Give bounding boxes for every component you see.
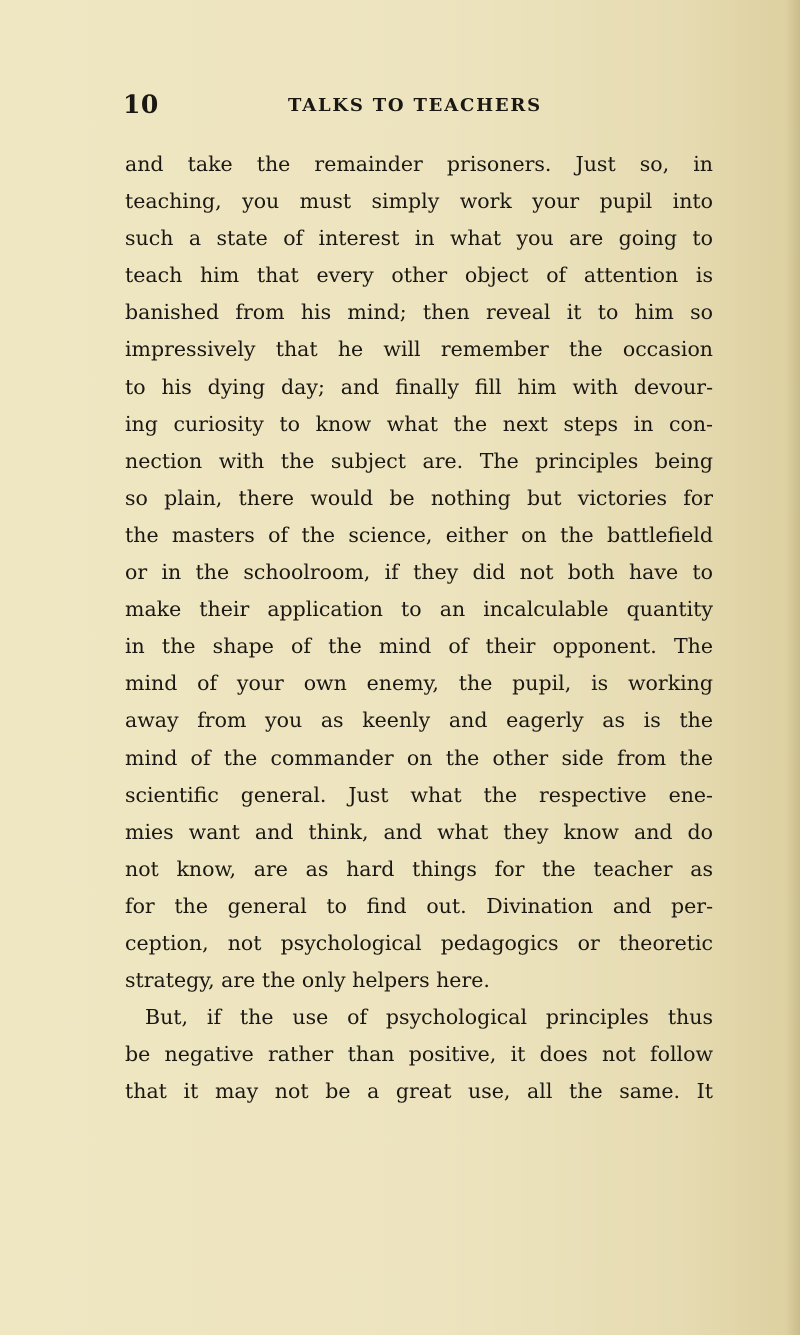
text-line: for the general to find out. Divination and per- [125,893,713,918]
page-edge-shadow [786,0,800,1335]
text-line: or in the schoolroom, if they did not both have to [125,560,713,585]
text-line: in the shape of the mind of their opponent. The [125,634,713,659]
text-line: banished from his mind; then reveal it to him so [125,300,713,325]
page-number: 10 [123,90,159,119]
text-line: to his dying day; and finally fill him with devour- [125,374,713,399]
text-line: that it may not be a great use, all the same. It [125,1079,713,1104]
text-line: mies want and think, and what they know and do [125,819,713,844]
text-line: nection with the subject are. The principles being [125,448,713,473]
text-line: not know, are as hard things for the teacher as [125,856,713,881]
text-line: make their application to an incalculable quantity [125,597,713,622]
text-line: so plain, there would be nothing but victories for [125,485,713,510]
text-line: and take the remainder prisoners. Just so, in [125,152,713,176]
text-line: away from you as keenly and eagerly as is the [125,708,713,733]
body-text [125,146,713,1110]
text-line: be negative rather than positive, it does not follow [125,1042,713,1067]
text-line: mind of your own enemy, the pupil, is working [125,671,713,696]
page-header [123,90,703,124]
text-line: ing curiosity to know what the next steps in con- [125,411,713,436]
text-line: teach him that every other object of attention is [125,263,713,288]
text-line: such a state of interest in what you are going to [125,226,713,251]
text-line: the masters of the science, either on the battlefield [125,522,713,547]
text-line: But, if the use of psychological principles thus [145,1005,713,1030]
text-line: ception, not psychological pedagogics or theoretic [125,930,713,955]
text-line: strategy, are the only helpers here. [125,968,490,993]
text-line: scientific general. Just what the respective ene- [125,782,713,807]
text-line: impressively that he will remember the occasion [125,337,713,362]
text-line: teaching, you must simply work your pupil into [125,189,713,214]
running-title: TALKS TO TEACHERS [288,95,542,116]
text-line: mind of the commander on the other side from the [125,745,713,770]
